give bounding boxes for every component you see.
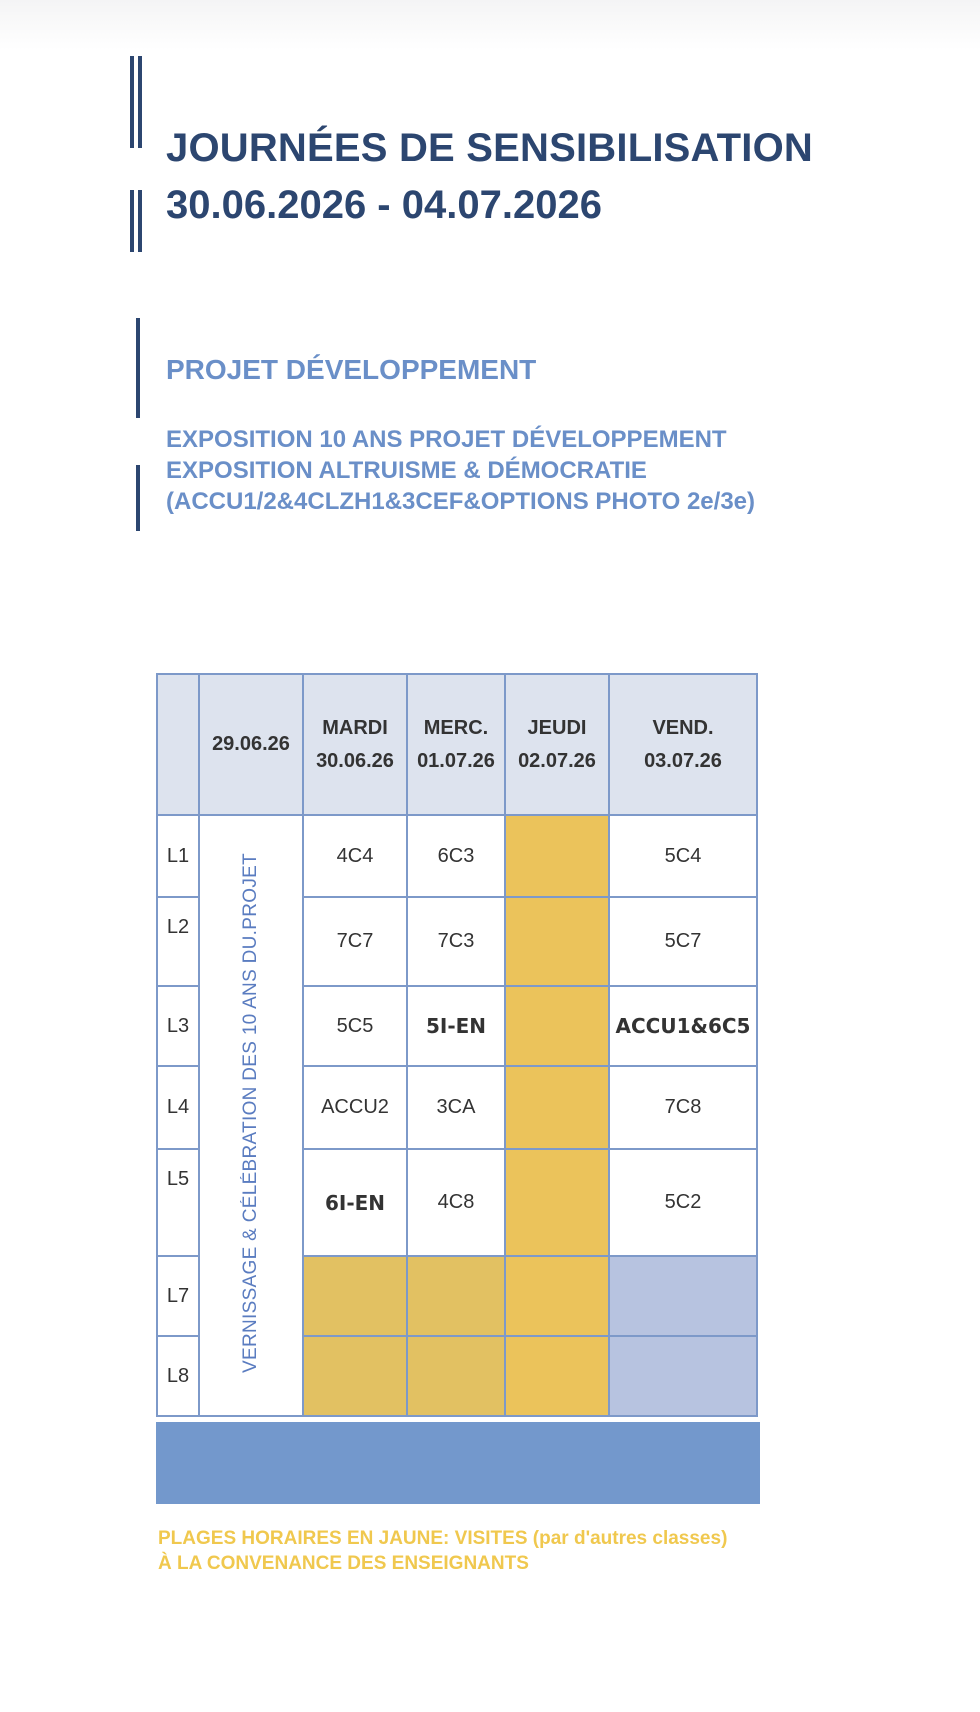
header-cell-col0 [199, 674, 303, 815]
cell-l3-mardi: 5C5 [303, 986, 407, 1066]
table-footer-band [156, 1422, 760, 1504]
header-day-jeudi: JEUDI [527, 716, 587, 739]
cell-l7-merc [407, 1256, 505, 1336]
row-label-text: L3 [166, 1014, 190, 1037]
header-cell-merc [407, 674, 505, 815]
header-day-merc: MERC. [423, 716, 489, 739]
cell-l4-vend: 7C8 [609, 1066, 757, 1149]
header-date-mardi: 30.06.26 [316, 749, 394, 772]
row-label-text: L5 [166, 1168, 190, 1190]
project-line-2: EXPOSITION ALTRUISME & DÉMOCRATIE [166, 457, 647, 484]
row-label-text: L2 [166, 916, 190, 938]
header-bar-1 [130, 56, 134, 148]
cell-l4-jeudi [505, 1066, 609, 1149]
cell-l1-mardi: 4C4 [303, 815, 407, 897]
schedule-header-row [157, 674, 757, 815]
cell-l7-mardi [303, 1256, 407, 1336]
vertical-event-cell [199, 815, 303, 1416]
header-bar-2 [138, 56, 142, 148]
row-label-l5 [157, 1149, 199, 1256]
header-cell-mardi [303, 674, 407, 815]
project-line-3: (ACCU1/2&4CLZH1&3CEF&OPTIONS PHOTO 2e/3e) [166, 488, 756, 515]
table-row [157, 815, 757, 897]
row-label-text: L7 [166, 1284, 190, 1307]
schedule-table [156, 673, 758, 1417]
row-label-l4 [157, 1066, 199, 1149]
row-label-l1 [157, 815, 199, 897]
row-label-l7 [157, 1256, 199, 1336]
cell-l5-mardi: 6I-EN [303, 1149, 407, 1256]
cell-l3-merc: 5I-EN [407, 986, 505, 1066]
cell-l8-mardi [303, 1336, 407, 1416]
cell-l2-mardi: 7C7 [303, 897, 407, 986]
header-bar-3 [130, 190, 134, 252]
header-cell-jeudi [505, 674, 609, 815]
cell-l4-mardi: ACCU2 [303, 1066, 407, 1149]
cell-l8-vend [609, 1336, 757, 1416]
header-bar-4 [138, 190, 142, 252]
row-label-l3 [157, 986, 199, 1066]
row-label-l8 [157, 1336, 199, 1416]
legend-note-line-1: PLAGES HORAIRES EN JAUNE: VISITES (par d'autres classes) [158, 1528, 728, 1549]
header-date-jeudi: 02.07.26 [518, 749, 596, 772]
row-label-text: L1 [166, 844, 190, 867]
cell-l8-merc [407, 1336, 505, 1416]
row-label-text: L4 [166, 1096, 190, 1118]
project-line-1: EXPOSITION 10 ANS PROJET DÉVELOPPEMENT [166, 426, 727, 453]
header-date-vend: 03.07.26 [644, 749, 722, 772]
cell-l1-vend: 5C4 [609, 815, 757, 897]
cell-l3-vend: ACCU1&6C5 [609, 986, 757, 1066]
cell-l5-jeudi [505, 1149, 609, 1256]
top-band [0, 0, 980, 50]
header-day-vend: VEND. [652, 716, 714, 739]
cell-l7-jeudi [505, 1256, 609, 1336]
cell-l2-merc: 7C3 [407, 897, 505, 986]
cell-l5-merc: 4C8 [407, 1149, 505, 1256]
cell-l8-jeudi [505, 1336, 609, 1416]
project-bar-1 [136, 318, 140, 418]
cell-l3-jeudi [505, 986, 609, 1066]
page-title: JOURNÉES DE SENSIBILISATION [166, 126, 813, 170]
page-dates: 30.06.2026 - 04.07.2026 [166, 183, 602, 227]
project-bar-2 [136, 465, 140, 531]
cell-l1-jeudi [505, 815, 609, 897]
row-label-l2 [157, 897, 199, 986]
header-day-mardi: MARDI [322, 716, 388, 739]
header-date-merc: 01.07.26 [417, 749, 495, 772]
cell-l5-vend: 5C2 [609, 1149, 757, 1256]
header-cell-vend [609, 674, 757, 815]
project-title: PROJET DÉVELOPPEMENT [166, 354, 537, 385]
vertical-event-label: VERNISSAGE & CÉLÉBRATION DES 10 ANS DU.PROJET [240, 852, 261, 1373]
cell-l4-merc: 3CA [407, 1066, 505, 1149]
row-label-text: L8 [166, 1364, 190, 1387]
cell-l7-vend [609, 1256, 757, 1336]
cell-l2-jeudi [505, 897, 609, 986]
cell-l2-vend: 5C7 [609, 897, 757, 986]
header-date-col0: 29.06.26 [212, 733, 290, 755]
legend-note-line-2: À LA CONVENANCE DES ENSEIGNANTS [158, 1553, 529, 1574]
header-corner [157, 674, 199, 815]
cell-l1-merc: 6C3 [407, 815, 505, 897]
